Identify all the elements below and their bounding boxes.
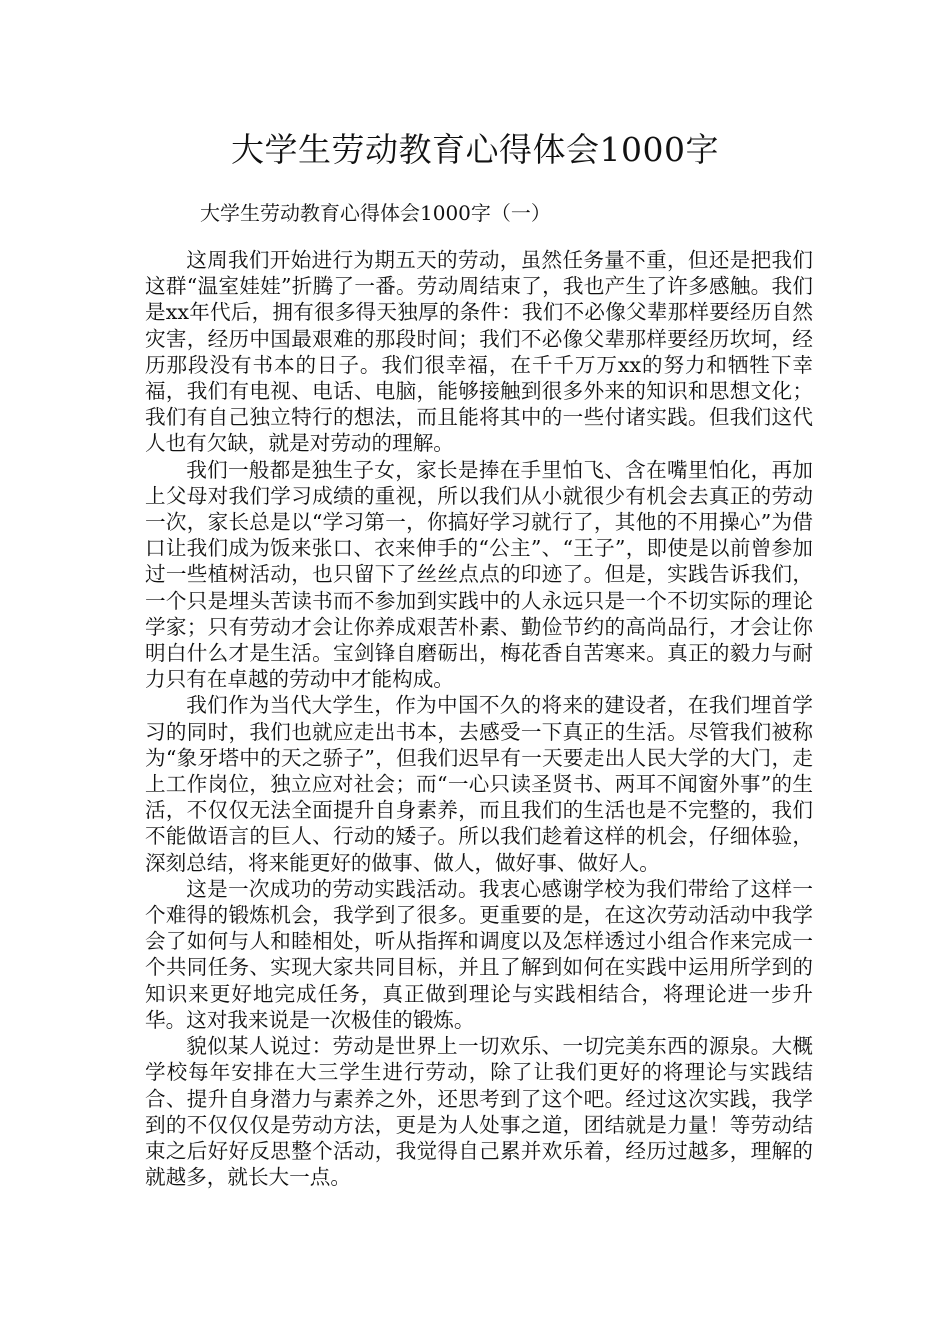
paragraph-1: 这周我们开始进行为期五天的劳动，虽然任务量不重，但还是把我们这群“温室娃娃”折腾了一番。劳动周结束了，我也产生了许多感触。我们是xx年代后，拥有很多得天独厚的条件：我们不必像父辈那样要经历自然灾害，经历中国最艰难的那段时间；我们不必像父辈那样要经历坎坷，经历那段没有书本的日子。我们很幸福，在千千万万xx的努力和牺牲下幸福，我们有电视、电话、电脑，能够接触到很多外来的知识和思想文化；我们有自己独立特行的想法，而且能将其中的一些付诸实践。但我们这代人也有欠缺，就是对劳动的理解。: [145, 248, 813, 456]
paragraph-4: 这是一次成功的劳动实践活动。我衷心感谢学校为我们带给了这样一个难得的锻炼机会，我学到了很多。更重要的是，在这次劳动活动中我学会了如何与人和睦相处，听从指挥和调度以及怎样透过小组合作来完成一个共同任务、实现大家共同目标，并且了解到如何在实践中运用所学到的知识来更好地完成任务，真正做到理论与实践相结合，将理论进一步升华。这对我来说是一次极佳的锻炼。: [145, 876, 813, 1032]
document-body: [145, 247, 813, 1190]
paragraph-5: 貌似某人说过：劳动是世界上一切欢乐、一切完美东西的源泉。大概学校每年安排在大三学生进行劳动，除了让我们更好的将理论与实践结合、提升自身潜力与素养之外，还思考到了这个吧。经过这次实践，我学到的不仅仅仅是劳动方法，更是为人处事之道，团结就是力量！等劳动结束之后好好反思整个活动，我觉得自己累并欢乐着，经历过越多，理解的就越多，就长大一点。: [145, 1034, 813, 1190]
paragraph-2: 我们一般都是独生子女，家长是捧在手里怕飞、含在嘴里怕化，再加上父母对我们学习成绩的重视，所以我们从小就很少有机会去真正的劳动一次，家长总是以“学习第一，你搞好学习就行了，其他的不用操心”为借口让我们成为饭来张口、衣来伸手的“公主”、“王子”，即使是以前曾参加过一些植树活动，也只留下了丝丝点点的印迹了。但是，实践告诉我们，一个只是埋头苦读书而不参加到实践中的人永远只是一个不切实际的理论学家；只有劳动才会让你养成艰苦朴素、勤俭节约的高尚品行，才会让你明白什么才是生活。宝剑锋自磨砺出，梅花香自苦寒来。真正的毅力与耐力只有在卓越的劳动中才能构成。: [145, 457, 813, 692]
document-title: 大学生劳动教育心得体会1000字: [231, 130, 719, 169]
paragraph-3: 我们作为当代大学生，作为中国不久的将来的建设者，在我们埋首学习的同时，我们也就应走出书本，去感受一下真正的生活。尽管我们被称为“象牙塔中的天之骄子”，但我们迟早有一天要走出人民大学的大门，走上工作岗位，独立应对社会；而“一心只读圣贤书、两耳不闻窗外事”的生活，不仅仅无法全面提升自身素养，而且我们的生活也是不完整的，我们不能做语言的巨人、行动的矮子。所以我们趁着这样的机会，仔细体验，深刻总结，将来能更好的做事、做人，做好事、做好人。: [145, 693, 813, 875]
section-subtitle: 大学生劳动教育心得体会1000字（一）: [200, 201, 551, 225]
